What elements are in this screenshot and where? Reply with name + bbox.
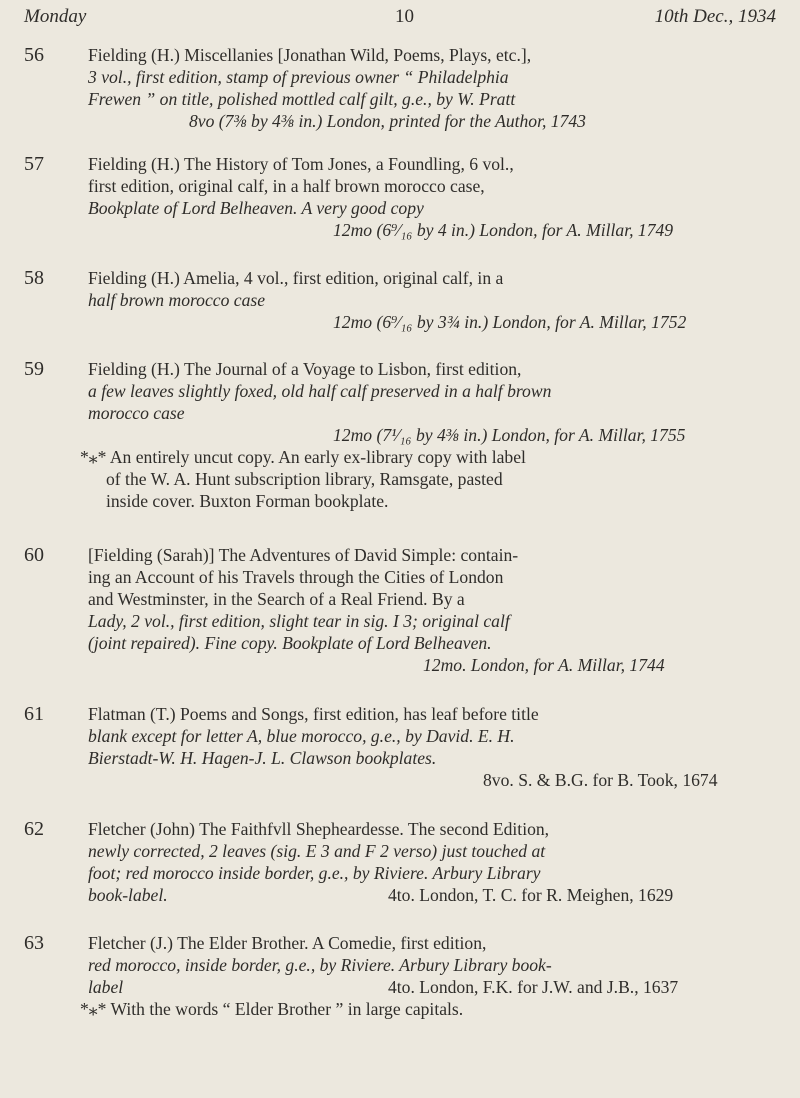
lot-line: Bierstadt-W. H. Hagen-J. L. Clawson bookplates. <box>88 748 437 768</box>
lot-line: [Fielding (Sarah)] The Adventures of David Simple: contain- <box>88 545 519 565</box>
lot-line: foot; red morocco inside border, g.e., by Riviere. Arbury Library <box>88 863 541 883</box>
lot-imprint: 12mo (6⁹⁄₁₆ by 4 in.) London, for A. Millar, 1749 <box>333 220 674 240</box>
lot-imprint: 8vo (7⅜ by 4⅜ in.) London, printed for the Author, 1743 <box>189 111 586 131</box>
lot-line: newly corrected, 2 leaves (sig. E 3 and F 2 verso) just touched at <box>88 841 546 861</box>
lot-description <box>88 44 778 132</box>
lot-number: 56 <box>24 44 44 66</box>
lot-line: blank except for letter A, blue morocco, g.e., by David. E. H. <box>88 726 515 746</box>
lot-line: morocco case <box>88 403 185 423</box>
lot-line: Fielding (H.) Amelia, 4 vol., first edition, original calf, in a <box>88 268 504 288</box>
lot-imprint: 12mo (7¹⁄₁₆ by 4⅜ in.) London, for A. Millar, 1755 <box>333 425 686 445</box>
lot-line: Bookplate of Lord Belheaven. A very good copy <box>88 198 424 218</box>
lot-description <box>88 703 778 791</box>
lot-line: (joint repaired). Fine copy. Bookplate of Lord Belheaven. <box>88 633 492 653</box>
lot-line: Frewen ” on title, polished mottled calf gilt, g.e., by W. Pratt <box>88 89 516 109</box>
lot-note: inside cover. Buxton Forman bookplate. <box>106 491 389 511</box>
lot-imprint: 4to. London, F.K. for J.W. and J.B., 1637 <box>388 977 679 997</box>
lot-number: 58 <box>24 267 44 289</box>
header-date: 10th Dec., 1934 <box>654 6 776 27</box>
lot-line: Fielding (H.) The History of Tom Jones, a Foundling, 6 vol., <box>88 154 514 174</box>
lot-description <box>88 153 778 241</box>
lot-number: 63 <box>24 932 44 954</box>
lot-line: first edition, original calf, in a half brown morocco case, <box>88 176 485 196</box>
lot-number: 60 <box>24 544 44 566</box>
lot-line: Fletcher (J.) The Elder Brother. A Comedie, first edition, <box>88 933 487 953</box>
lot-line: half brown morocco case <box>88 290 266 310</box>
lot-number: 57 <box>24 153 44 175</box>
lot-description <box>80 358 778 512</box>
lot-line: 3 vol., first edition, stamp of previous owner “ Philadelphia <box>88 67 509 87</box>
lot-line: a few leaves slightly foxed, old half calf preserved in a half brown <box>88 381 552 401</box>
lot-line: book-label. <box>88 885 168 905</box>
lot-line: red morocco, inside border, g.e., by Riviere. Arbury Library book- <box>88 955 552 975</box>
lot-imprint: 4to. London, T. C. for R. Meighen, 1629 <box>388 885 674 905</box>
page-number: 10 <box>395 6 414 27</box>
lot-description <box>88 818 778 906</box>
lot-number: 61 <box>24 703 44 725</box>
lot-number: 62 <box>24 818 44 840</box>
lot-imprint: 12mo. London, for A. Millar, 1744 <box>423 655 665 675</box>
lot-line: Lady, 2 vol., first edition, slight tear in sig. I 3; original calf <box>88 611 510 631</box>
lot-imprint: 8vo. S. & B.G. for B. Took, 1674 <box>483 770 718 790</box>
page-header <box>0 6 800 36</box>
lot-note: *⁎* An entirely uncut copy. An early ex-library copy with label <box>80 447 526 467</box>
lot-line: Fielding (H.) The Journal of a Voyage to Lisbon, first edition, <box>88 359 522 379</box>
lot-line: Fletcher (John) The Faithfvll Shepheardesse. The second Edition, <box>88 819 550 839</box>
lot-number: 59 <box>24 358 44 380</box>
lot-description <box>88 267 778 333</box>
lot-note: *⁎* With the words “ Elder Brother ” in large capitals. <box>80 999 464 1019</box>
lot-line: Fielding (H.) Miscellanies [Jonathan Wild, Poems, Plays, etc.], <box>88 45 532 65</box>
header-day: Monday <box>24 6 87 27</box>
lot-note: of the W. A. Hunt subscription library, Ramsgate, pasted <box>106 469 503 489</box>
lot-line: Flatman (T.) Poems and Songs, first edition, has leaf before title <box>88 704 539 724</box>
lot-line: and Westminster, in the Search of a Real Friend. By a <box>88 589 465 609</box>
lot-description <box>88 544 778 676</box>
lot-imprint: 12mo (6⁹⁄₁₆ by 3¾ in.) London, for A. Millar, 1752 <box>333 312 687 332</box>
lot-description <box>80 932 778 1020</box>
lot-line: ing an Account of his Travels through the Cities of London <box>88 567 504 587</box>
lot-line: label <box>88 977 124 997</box>
